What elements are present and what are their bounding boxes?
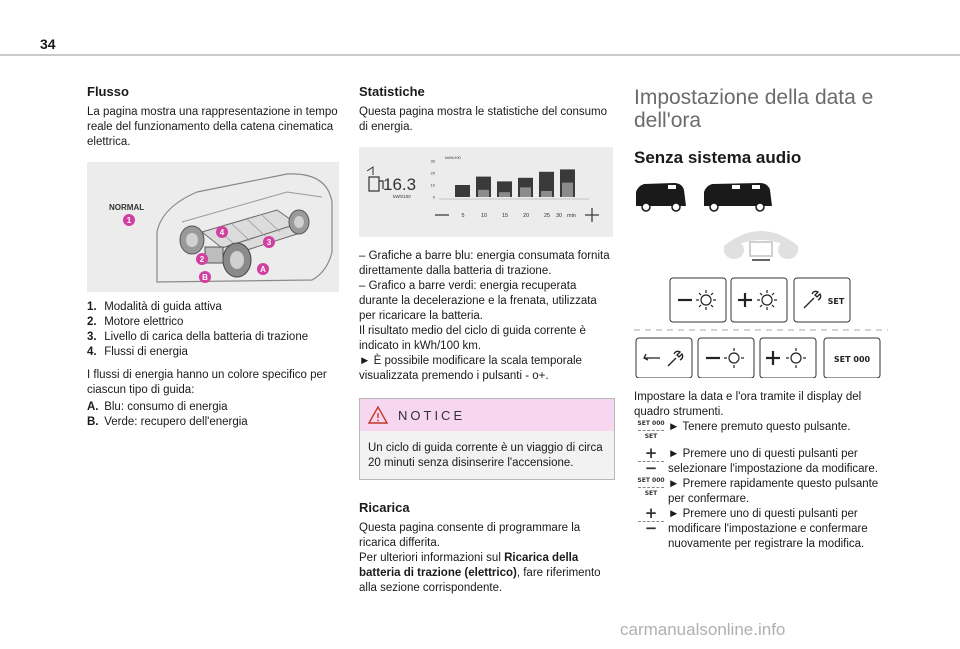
steering-buttons-figure <box>634 218 888 378</box>
section-title-date-time: Impostazione della data e dell'ora <box>634 86 874 132</box>
legend-item: 1. Modalità di guida attiva <box>87 301 222 313</box>
notice-header <box>360 399 614 431</box>
x-tick-label: 20 <box>522 213 530 219</box>
x-axis-unit: min <box>567 213 576 219</box>
brightness-increase-button[interactable] <box>760 338 816 378</box>
warning-triangle-icon <box>368 406 388 424</box>
recovery-bar <box>520 187 531 197</box>
back-wrench-button[interactable] <box>636 338 692 378</box>
column-statistiche <box>359 84 615 596</box>
ricarica-text-2: Per ulteriori informazioni sul Ricarica della batteria di trazione (elettrico), fare riferimento alla sezione corrispondente. <box>359 552 601 594</box>
set-000-icon: SET 000 SET <box>634 420 668 441</box>
axis-unit: kWh/100 <box>445 155 461 160</box>
heading-flusso: Flusso <box>87 84 129 99</box>
date-time-intro: Impostare la data e l'ora tramite il display del quadro strumenti. <box>634 391 862 418</box>
plus-minus-icon: + − <box>634 447 668 474</box>
x-tick-label: 5 <box>461 213 465 219</box>
svg-text:B: B <box>202 273 208 282</box>
average-unit: kWh/100 <box>393 194 411 199</box>
wrench-set-icon: SET <box>644 433 658 440</box>
van-powertrain-illustration <box>87 162 339 292</box>
marker-a <box>257 263 269 275</box>
page-number: 34 <box>40 36 56 52</box>
increase-scale-button[interactable] <box>585 208 599 222</box>
column-data-ora <box>634 86 890 552</box>
svg-text:1: 1 <box>126 216 132 225</box>
svg-text:SET: SET <box>827 297 845 306</box>
normal-label: NORMAL <box>109 203 145 212</box>
y-tick-label: 10 <box>430 182 435 188</box>
average-value: 16.3 <box>383 175 417 194</box>
powertrain-figure <box>87 162 339 292</box>
recovery-bar <box>562 183 573 197</box>
svg-text:4: 4 <box>219 228 225 237</box>
legend-item: 4. Flussi di energia <box>87 346 188 358</box>
marker-2 <box>196 253 208 265</box>
set-000-button[interactable] <box>824 338 880 378</box>
column-flusso <box>87 84 342 430</box>
svg-text:A: A <box>260 265 266 274</box>
marker-b <box>199 271 211 283</box>
flusso-intro: La pagina mostra una rappresentazione in tempo reale del funzionamento della catena cinematica elettrica. <box>87 106 338 148</box>
van-long-icon <box>704 183 772 211</box>
step-hold-button: SET 000 SET ► Tenere premuto questo pulsante. <box>634 420 890 441</box>
svg-text:3: 3 <box>266 238 272 247</box>
step-confirm: SET 000 SET ► Premere rapidamente questo pulsante per confermare. <box>634 477 890 507</box>
recovery-bar <box>541 191 552 197</box>
wrench-set-icon: SET <box>644 490 658 497</box>
heading-ricarica: Ricarica <box>359 500 410 515</box>
statistics-display-figure <box>359 147 613 237</box>
x-tick-label: 15 <box>501 213 509 219</box>
set-000-icon: SET 000 SET <box>634 477 668 498</box>
step-select-setting: + − ► Premere uno di questi pulsanti per selezionare l'impostazione da modificare. <box>634 447 890 477</box>
ricarica-link-text: Ricarica della batteria di trazione (elettrico) <box>359 552 579 579</box>
legend-item: 2. Motore elettrico <box>87 316 184 328</box>
heading-statistiche: Statistiche <box>359 84 425 99</box>
x-tick-label: 25 <box>543 213 551 219</box>
flow-color-legend <box>87 400 342 430</box>
fuel-pump-icon <box>367 167 383 191</box>
brightness-decrease-button-top[interactable] <box>670 278 726 322</box>
x-tick-label: 30 <box>555 213 563 219</box>
x-tick-label: 10 <box>480 213 488 219</box>
svg-text:SET 000: SET 000 <box>833 355 871 364</box>
y-tick-label: 0 <box>432 194 435 200</box>
y-tick-label: 20 <box>430 170 435 176</box>
marker-3 <box>263 236 275 248</box>
stats-text-4: ► È possibile modificare la scala temporale visualizzata premendo i pulsanti - o+. <box>359 355 582 382</box>
legend-item: B. Verde: recupero dell'energia <box>87 416 248 428</box>
flow-colors-text: I flussi di energia hanno un colore specifico per ciascun tipo di guida: <box>87 369 327 396</box>
component-legend <box>87 300 342 360</box>
legend-item: 3. Livello di carica della batteria di trazione <box>87 331 309 343</box>
brightness-increase-button-top[interactable] <box>731 278 787 322</box>
marker-1 <box>123 214 135 226</box>
consumption-bar <box>455 185 470 197</box>
notice-text: Un ciclo di guida corrente è un viaggio di circa 20 minuti senza disinserire l'accensione. <box>360 431 614 479</box>
header-rule <box>0 54 960 56</box>
svg-text:2: 2 <box>199 255 205 264</box>
set-wrench-button-top[interactable] <box>794 278 850 322</box>
statistics-display <box>359 147 613 237</box>
watermark: carmanualsonline.info <box>620 620 786 639</box>
statistiche-intro: Questa pagina mostra le statistiche del consumo di energia. <box>359 106 608 133</box>
stats-text-1: – Grafiche a barre blu: energia consumata fornita direttamente dalla batteria di trazione. <box>359 250 610 277</box>
stats-text-3: Il risultato medio del ciclo di guida corrente è indicato in kWh/100 km. <box>359 325 586 352</box>
notice-box <box>359 398 615 480</box>
y-tick-label: 30 <box>430 158 435 164</box>
step-modify-setting: + − ► Premere uno di questi pulsanti per modificare l'impostazione e confermare nuovamente per registrare la modifica. <box>634 507 890 552</box>
plus-minus-icon: + − <box>634 507 668 534</box>
notice-title: NOTICE <box>398 407 466 423</box>
ricarica-text-1: Questa pagina consente di programmare la ricarica differita. <box>359 522 581 549</box>
legend-item: A. Blu: consumo di energia <box>87 401 228 413</box>
stats-text-2: – Grafico a barre verdi: energia recuperata durante la decelerazione e la frenata, utilizzata per ricaricare la batteria. <box>359 280 597 322</box>
recovery-bar <box>478 190 489 197</box>
marker-4 <box>216 226 228 238</box>
steering-wheel-icon <box>724 231 798 260</box>
vehicle-silhouettes <box>634 180 890 210</box>
heading-senza-sistema-audio: Senza sistema audio <box>634 148 802 167</box>
recovery-bar <box>499 192 510 197</box>
brightness-decrease-button[interactable] <box>698 338 754 378</box>
van-short-icon <box>636 183 686 211</box>
